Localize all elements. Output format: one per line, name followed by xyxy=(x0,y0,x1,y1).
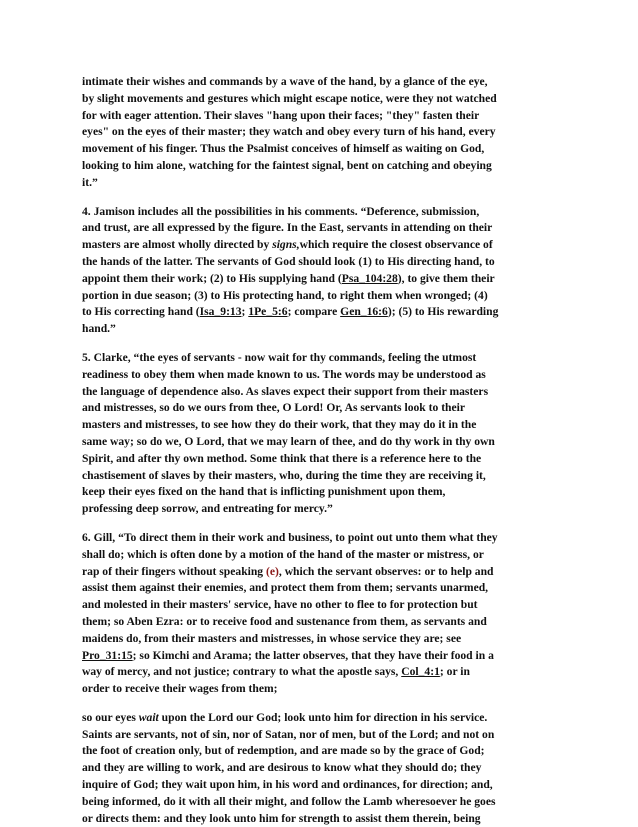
body-text: intimate their wishes and commands by a wave of the hand, by a glance of the eye, by slight movements and gestures which might escape notice, were they not watched for with eager attention. Their slaves "hang upon their faces; "they" fasten their eyes" on the eyes of their master; they watch and obey every turn of his hand, every movement of his finger. Thus the Psalmist conceives of himself as waiting on God, looking to him alone, watching for the faintest signal, bent on catching and obeying it.” xyxy=(82,75,497,189)
emphasis-text: signs, xyxy=(272,238,300,252)
footnote-marker[interactable]: (e) xyxy=(266,564,279,578)
emphasis-text: wait xyxy=(138,710,159,724)
body-text: , which the servant observes: or to help and assist them against their enemies, and protect them from them; servants unarmed, and molested in their masters' service, have no other to flee to for protection but them; so Aben Ezra: or to receive food and sustenance from them, as servants and maidens do, from their masters and mistresses, in whose service they are; see xyxy=(82,564,494,645)
body-text: 4. Jamison includes all the possibilities in his comments. “Deference, submission, and trust, are all expressed by the figure. In the East, servants in attending on their masters are almost wholly directed by xyxy=(82,204,493,252)
paragraph-p4 xyxy=(82,530,558,698)
body-text: which require the closest observance of the hands of the latter. The servants of God should look (1) to His directing hand, to appoint them their work; (2) to His supplying hand ( xyxy=(82,238,495,285)
body-text: ; compare xyxy=(287,305,341,319)
scripture-reference-link[interactable]: Col_4:1 xyxy=(401,665,440,679)
body-text: ; so Kimchi and Arama; the latter observes, that they have their food in a way of mercy, and not justice; contrary to what the apostle says, xyxy=(82,648,494,679)
body-text: upon the Lord our God; look unto him for direction in his service. Saints are servants, not of sin, nor of Satan, nor of men, but of the Lord; and not on the foot of creation only, but of redemption, and are made so by the grace of God; and they are willing to work, and are desirous to know what they should do; they inquire of God; they wait upon him, in his word and ordinances, for direction; and, being informed, do it with all their might, and follow the Lamb wheresoever he goes or directs them: and they look unto him for strength to assist them therein, being xyxy=(82,710,496,825)
body-text: 6. Gill, “To direct them in their work and business, to point out unto them what they shall do; which is often done by a motion of the hand of the master or mistress, or rap of their fingers without speaking xyxy=(82,530,498,578)
body-text: ; or in order to receive their wages from them; xyxy=(82,665,470,696)
paragraph-p2 xyxy=(82,204,558,338)
paragraph-p1 xyxy=(82,74,558,192)
body-text: ); (5) to His rewarding hand.” xyxy=(82,305,499,336)
paragraph-p3 xyxy=(82,350,558,518)
body-text: so our eyes xyxy=(82,710,139,724)
scripture-reference-link[interactable]: 1Pe_5:6 xyxy=(248,305,288,319)
body-text: 5. Clarke, “the eyes of servants - now wait for thy commands, feeling the utmost readiness to obey them when made known to us. The words may be understood as the language of dependence also. As slaves expect their support from their masters and mistresses, so do we ours from thee, O Lord! Or, As servants look to their masters and mistresses, to see how they do their work, that they may do it in the same way; so do we, O Lord, that we may learn of thee, and do thy work in thy own Spirit, and after thy own method. Some think that there is a reference here to the chastisement of slaves by their masters, who, during the time they are receiving it, keep their eyes fixed on the hand that is inflicting punishment upon them, professing deep sorrow, and entreating for mercy.” xyxy=(82,350,495,516)
scripture-reference-link[interactable]: Pro_31:15 xyxy=(82,648,133,662)
body-text: ; xyxy=(241,305,249,319)
scripture-reference-link[interactable]: Isa_9:13 xyxy=(199,305,242,319)
paragraph-p5 xyxy=(82,710,558,827)
scripture-reference-link[interactable]: Psa_104:28 xyxy=(341,271,398,285)
body-text: ), to give them their portion in due season; (3) to His protecting hand, to right them when wronged; (4) to His correcting hand ( xyxy=(82,271,495,319)
scripture-reference-link[interactable]: Gen_16:6 xyxy=(340,305,388,319)
